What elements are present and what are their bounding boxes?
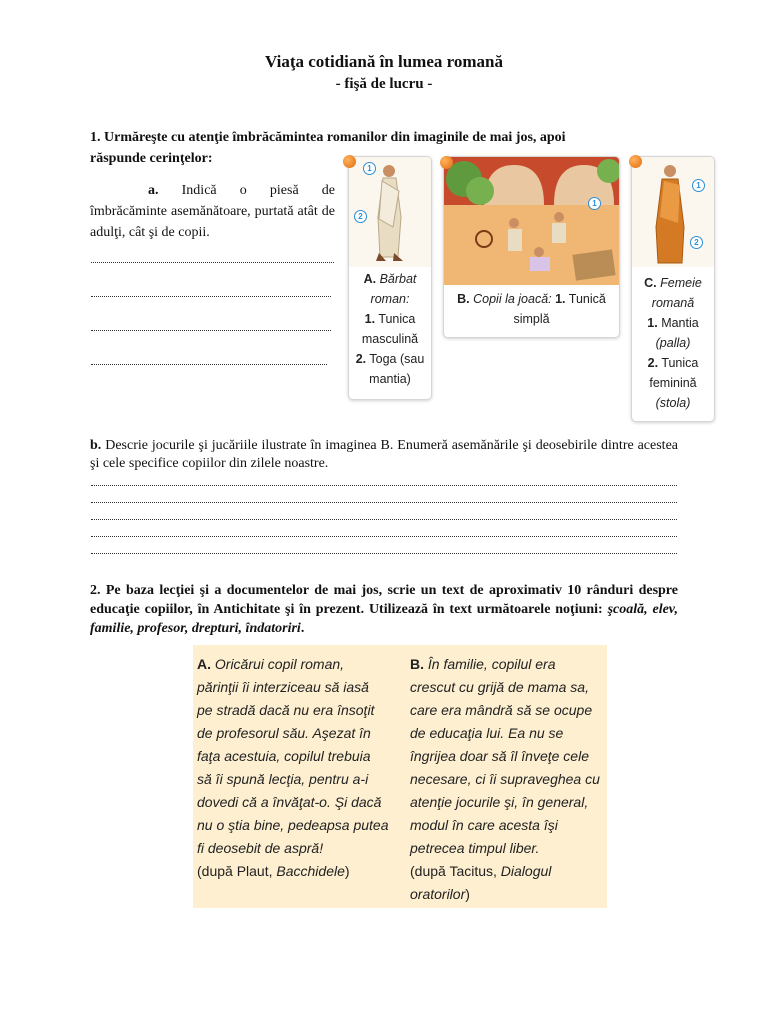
card-a-title: Bărbat roman: [370,272,417,306]
source-a-citation-suffix: ) [344,863,350,879]
source-a [197,653,402,883]
source-b-line: atenţie jocurile şi, în general, [410,794,589,810]
card-a-caption [349,269,431,389]
marker-2-icon: 2 [690,236,703,249]
answer-line-1a-4[interactable] [91,364,327,365]
source-b-line: de educaţia lui. Ea nu se [410,725,564,741]
source-a-citation-work: Bacchidele [276,863,345,879]
source-b-citation-work2: oratorilor [410,886,466,902]
marker-1-icon: 1 [692,179,705,192]
sources-box [193,645,607,908]
orange-dot-icon [343,155,356,168]
card-c-item2-note: (stola) [655,396,691,410]
marker-2-icon: 2 [354,210,367,223]
source-a-citation [197,860,402,883]
page-subtitle: - fişă de lucru - [335,76,433,92]
card-c-title: Femeie romană [651,276,702,310]
source-b-line: În familie, copilul era [427,656,556,672]
source-a-line: Oricărui copil roman, [214,656,345,672]
answer-line-1b-1[interactable] [91,485,677,486]
source-a-citation-prefix: (după Plaut, [197,863,277,879]
exercise-1b-letter: b. [90,438,102,453]
source-a-letter: A. [197,656,211,672]
exercise-2-text: 2. Pe baza lecţiei şi a documentelor de mai jos, scrie un text de aproximativ 10 rânduri despre educaţie copiilor, în Antichitate şi în prezent. Utilizează în text următoarele noţiuni: [90,583,678,617]
answer-line-1a-2[interactable] [91,296,331,297]
children-playing-illustration [444,157,619,285]
card-c-letter: C. [644,276,657,290]
answer-line-1b-3[interactable] [91,519,677,520]
card-a-n2: 2. [355,352,367,366]
answer-line-1b-5[interactable] [91,553,677,554]
exercise-1b-text: Descrie jocurile şi jucăriile ilustrate în imaginea B. Enumeră asemănările şi deosebirile dintre acestea şi cele specifice copiilor din zilele noastre. [90,438,679,471]
orange-dot-icon [440,156,453,169]
card-a-letter: A. [363,272,377,286]
exercise-1a-letter: a. [148,183,159,198]
source-a-line: de profesorul său. Aşezat în [197,725,371,741]
source-b-line: care era mândră să se ocupe [410,702,593,718]
card-b-n1: 1. [555,292,566,306]
source-b-line: îngrijea doar să îl înveţe cele [410,748,589,764]
card-b-letter: B. [457,292,470,306]
source-a-line: pe stradă dacă nu era însoţit [197,702,375,718]
card-a-item2: Toga (sau mantia) [369,352,425,386]
source-a-line: fi deosebit de aspră! [197,840,324,856]
orange-dot-icon [629,155,642,168]
source-a-line: faţa acestuia, copilul trebuia [197,748,371,764]
card-b-title: Copii la joacă: [473,292,552,306]
exercise-1a-text: Indică o piesă de îmbrăcăminte asemănătoare, purtată atât de adulţi, cât şi de copii. [90,183,335,240]
source-a-line: dovedi că a învăţat-o. Şi dacă [197,794,382,810]
card-c-item2: Tunica feminină [649,356,699,390]
source-b-line: crescut cu grijă de mama sa, [410,679,589,695]
card-c-item1-note: (palla) [655,336,691,350]
answer-line-1a-1[interactable] [91,262,334,263]
answer-line-1b-4[interactable] [91,536,677,537]
page-title: Viaţa cotidiană în lumea romană [264,52,503,71]
source-b-citation-prefix: (după Tacitus, [410,863,501,879]
exercise-2-terms: şcoală, elev, familie, profesor, drepturi, îndatoriri [90,602,678,636]
card-c-n2: 2. [647,356,659,370]
card-a-item1: Tunica masculină [361,312,419,346]
card-b-caption [444,289,619,329]
card-c-caption [632,273,714,413]
source-b [410,653,605,906]
exercise-2-prompt [90,581,678,638]
source-a-line: părinţii îi interziceau să iasă [197,679,369,695]
card-c-roman-woman [631,156,715,422]
card-a-roman-man [348,156,432,400]
source-b-citation [410,860,605,883]
marker-1-icon: 1 [588,197,601,210]
source-b-letter: B. [410,656,424,672]
answer-line-1b-2[interactable] [91,502,677,503]
card-c-item1: Mantia [661,316,699,330]
source-b-citation-work: Dialogul [500,863,552,879]
roman-woman-illustration [632,157,714,267]
marker-1-icon: 1 [363,162,376,175]
source-b-line: necesare, ci îi supraveghea cu [410,771,600,787]
source-a-line: să îi spună lecţia, pentru a-i [197,771,369,787]
card-c-n1: 1. [647,316,658,330]
source-b-citation-cont [410,883,605,906]
answer-line-1a-3[interactable] [91,330,331,331]
exercise-1a [90,180,335,243]
card-b-children-playing [443,156,620,338]
exercise-1b [90,437,678,473]
exercise-1-prompt: 1. Urmăreşte cu atenţie îmbrăcămintea romanilor din imaginile de mai jos, apoi răspunde cerinţelor: [90,130,566,166]
card-a-n1: 1. [364,312,376,326]
card-b-item1: Tunică simplă [513,292,606,326]
source-a-line: nu o ştia bine, pedeapsa putea [197,817,389,833]
source-b-citation-suffix: ) [465,886,470,902]
source-b-line: modul în care acesta îşi [410,817,558,833]
exercise-2-terms-end: . [300,621,305,636]
source-b-line: petrecea timpul liber. [410,840,540,856]
